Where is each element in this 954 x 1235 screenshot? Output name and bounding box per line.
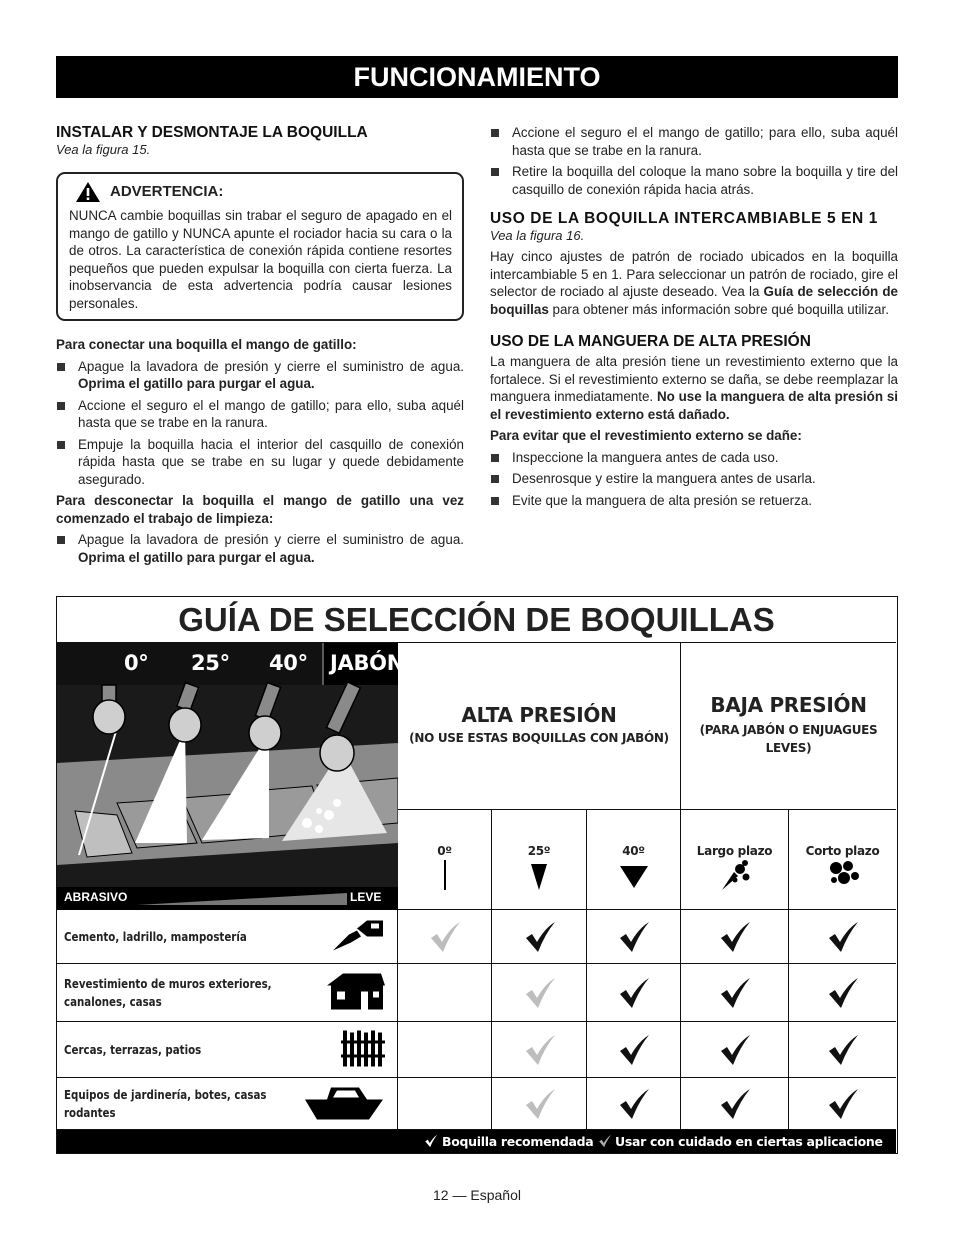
table-row-label-cell (57, 1078, 398, 1130)
table-cell (492, 1078, 587, 1130)
warning-header (75, 181, 452, 203)
angle-label-0: 0° (124, 651, 149, 675)
check-caution-icon (523, 976, 557, 1010)
spray-40-icon (617, 858, 651, 892)
low-pressure-header (681, 643, 896, 810)
nozzle-selection-guide (56, 596, 898, 1154)
col-label: 40º (622, 844, 645, 858)
nozzle-spray-illustration (57, 643, 398, 910)
list-item: Retire la boquilla del coloque la mano sobre la boquilla y tire del casquillo de conexión rápida hacia atrás. (490, 163, 898, 198)
high-pressure-title: ALTA PRESIÓN (461, 703, 617, 727)
table-cell (789, 1022, 896, 1078)
section-title-install: INSTALAR Y DESMONTAJE LA BOQUILLA (56, 124, 368, 141)
table-cell (398, 1022, 492, 1078)
spray-short-icon (826, 858, 860, 888)
hose-paragraph: La manguera de alta presión tiene un revestimiento externo que la fortalece. Si el revestimiento externo se daña, se debe reemplazar la manguera inmediatamente. No use la manguera de alta presión si el revestimiento externo está dañado. (490, 354, 898, 422)
list-item (56, 397, 464, 432)
list-item-text: Accione el seguro el el mango de gatillo; para ello, suba aquél hasta que se trabe en la ranura. (78, 397, 464, 430)
connect-list (56, 358, 464, 489)
nozzle-paragraph: Hay cinco ajustes de patrón de rociado ubicados en la boquilla intercambiable 5 en 1. Para seleccionar un patrón de rociado, gire el selector de rociado al ajuste deseado. Vea la Guía de selección de boquillas para obtener más información sobre qué boquilla utilizar. (490, 249, 899, 317)
check-recommended-icon (718, 1033, 752, 1067)
high-pressure-sub: (NO USE ESTAS BOQUILLAS CON JABÓN) (409, 731, 669, 745)
table-cell (587, 910, 681, 964)
angle-label-40: 40° (269, 651, 308, 675)
angle-label-25: 25° (191, 651, 230, 675)
list-item (56, 358, 464, 393)
check-recommended-icon (523, 920, 557, 954)
table-cell (681, 1078, 789, 1130)
disconnect-label: Para desconectar la boquilla el mango de gatillo una vez comenzado el trabajo de limpieza: (56, 493, 464, 526)
list-item: Inspeccione la manguera antes de cada uso. (490, 449, 898, 467)
abrasive-label: ABRASIVO (64, 890, 128, 904)
check-recommended-icon (617, 1033, 651, 1067)
check-recommended-icon (718, 976, 752, 1010)
section-title-hose: USO DE LA MANGUERA DE ALTA PRESIÓN (490, 333, 811, 350)
check-recommended-icon (826, 920, 860, 954)
table-cell (492, 964, 587, 1022)
col-header-40 (587, 810, 681, 910)
table-cell (398, 1078, 492, 1130)
check-dark-icon (424, 1134, 438, 1148)
list-item-text: Apague la lavadora de presión y cierre el suministro de agua. (78, 358, 464, 374)
col-header-long (681, 810, 789, 910)
section-title-5in1: USO DE LA BOQUILLA INTERCAMBIABLE 5 EN 1 (490, 210, 878, 227)
check-caution-icon (523, 1033, 557, 1067)
col-label: Largo plazo (696, 844, 773, 858)
check-caution-icon (523, 1087, 557, 1121)
check-recommended-icon (826, 1087, 860, 1121)
trowel-icon (327, 914, 387, 959)
row-label: Cercas, terrazas, patios (64, 1041, 202, 1057)
low-pressure-sub: (PARA JABÓN O ENJUAGUES LEVES) (699, 723, 878, 755)
list-item-bold: Oprima el gatillo para purgar el agua. (78, 376, 315, 391)
spray-long-icon (718, 858, 752, 892)
col-label: 25º (527, 844, 551, 858)
nozzle-illustration (57, 643, 404, 910)
check-recommended-icon (617, 920, 651, 954)
check-recommended-icon (826, 1033, 860, 1067)
check-recommended-icon (718, 1087, 752, 1121)
warning-box (56, 172, 464, 321)
table-cell (789, 964, 896, 1022)
col-header-short (789, 810, 896, 910)
warning-title: ADVERTENCIA: (110, 183, 224, 201)
spray-25-icon (528, 858, 550, 892)
col-header-0 (398, 810, 492, 910)
house-icon (323, 969, 387, 1016)
low-pressure-title: BAJA PRESIÓN (710, 693, 867, 717)
table-cell (789, 1078, 896, 1130)
disconnect-list (56, 531, 464, 566)
list-item-text: Apague la lavadora de presión y cierre el suministro de agua. (78, 532, 464, 547)
connect-label: Para conectar una boquilla el mango de gatillo: (56, 337, 357, 352)
table-cell (789, 910, 896, 964)
row-label: Equipos de jardinería, botes, casas rodantes (64, 1086, 267, 1120)
table-cell (398, 910, 492, 964)
figure-ref-15: Vea la figura 15. (56, 142, 151, 157)
list-item (56, 436, 464, 489)
col-header-25 (492, 810, 587, 910)
table-row-label-cell (57, 964, 398, 1022)
check-recommended-icon (718, 920, 752, 954)
check-light-icon (598, 1134, 612, 1148)
fence-icon (341, 1026, 387, 1073)
list-item: Accione el seguro el el mango de gatillo; para ello, suba aquél hasta que se trabe en la ranura. (490, 124, 898, 159)
check-recommended-icon (617, 976, 651, 1010)
high-pressure-header (398, 643, 681, 810)
check-caution-icon (428, 920, 462, 954)
remove-list (490, 124, 898, 198)
warning-triangle-icon (75, 181, 101, 203)
table-row-label-cell (57, 910, 398, 964)
spray-0-icon (435, 858, 455, 892)
table-cell (587, 1078, 681, 1130)
figure-ref-16: Vea la figura 16. (490, 228, 585, 243)
legend-recommended: Boquilla recomendada (442, 1134, 594, 1149)
right-column (490, 124, 898, 513)
page-footer: 12 — Español (433, 1187, 521, 1203)
soap-label: JABÓN (330, 651, 404, 675)
list-item: Evite que la manguera de alta presión se retuerza. (490, 492, 898, 510)
row-label: Revestimiento de muros exteriores, canalones, casas (64, 975, 272, 1009)
legend-bar (57, 1130, 896, 1153)
list-item (56, 531, 464, 566)
list-item-text: Empuje la boquilla hacia el interior del casquillo de conexión rápida hasta que se trabe en su lugar y quede debidamente asegurado. (78, 436, 464, 487)
table-cell (587, 964, 681, 1022)
col-label: Corto plazo (805, 844, 880, 858)
left-column (56, 124, 464, 570)
table-cell (492, 1022, 587, 1078)
legend-caution: Usar con cuidado en ciertas aplicacione (615, 1134, 883, 1149)
col-label: 0º (437, 844, 452, 858)
warning-text: NUNCA cambie boquillas sin trabar el seguro de apagado en el mango de gatillo y NUNCA apunte el rociador hacia su cara o la de otros. La característica de conexión rápida contiene resortes pequeños que pueden expulsar la boquilla con cierta fuerza. La inobservancia de esta advertencia podría causar lesiones personales. (69, 208, 452, 311)
table-cell (398, 964, 492, 1022)
check-recommended-icon (617, 1087, 651, 1121)
guide-title: GUÍA DE SELECCIÓN DE BOQUILLAS (57, 597, 896, 643)
boat-icon (303, 1081, 387, 1126)
section-banner: FUNCIONAMIENTO (56, 56, 898, 98)
table-cell (587, 1022, 681, 1078)
check-recommended-icon (826, 976, 860, 1010)
list-item: Desenrosque y estire la manguera antes de usarla. (490, 470, 898, 488)
hose-label: Para evitar que el revestimiento externo se dañe: (490, 428, 802, 443)
table-cell (681, 1022, 789, 1078)
table-cell (681, 910, 789, 964)
list-item-bold: Oprima el gatillo para purgar el agua. (78, 549, 315, 565)
mild-label: LEVE (350, 890, 382, 904)
table-cell (681, 964, 789, 1022)
row-label: Cemento, ladrillo, mampostería (64, 928, 247, 944)
hose-list (490, 449, 898, 510)
table-cell (492, 910, 587, 964)
table-row-label-cell (57, 1022, 398, 1078)
